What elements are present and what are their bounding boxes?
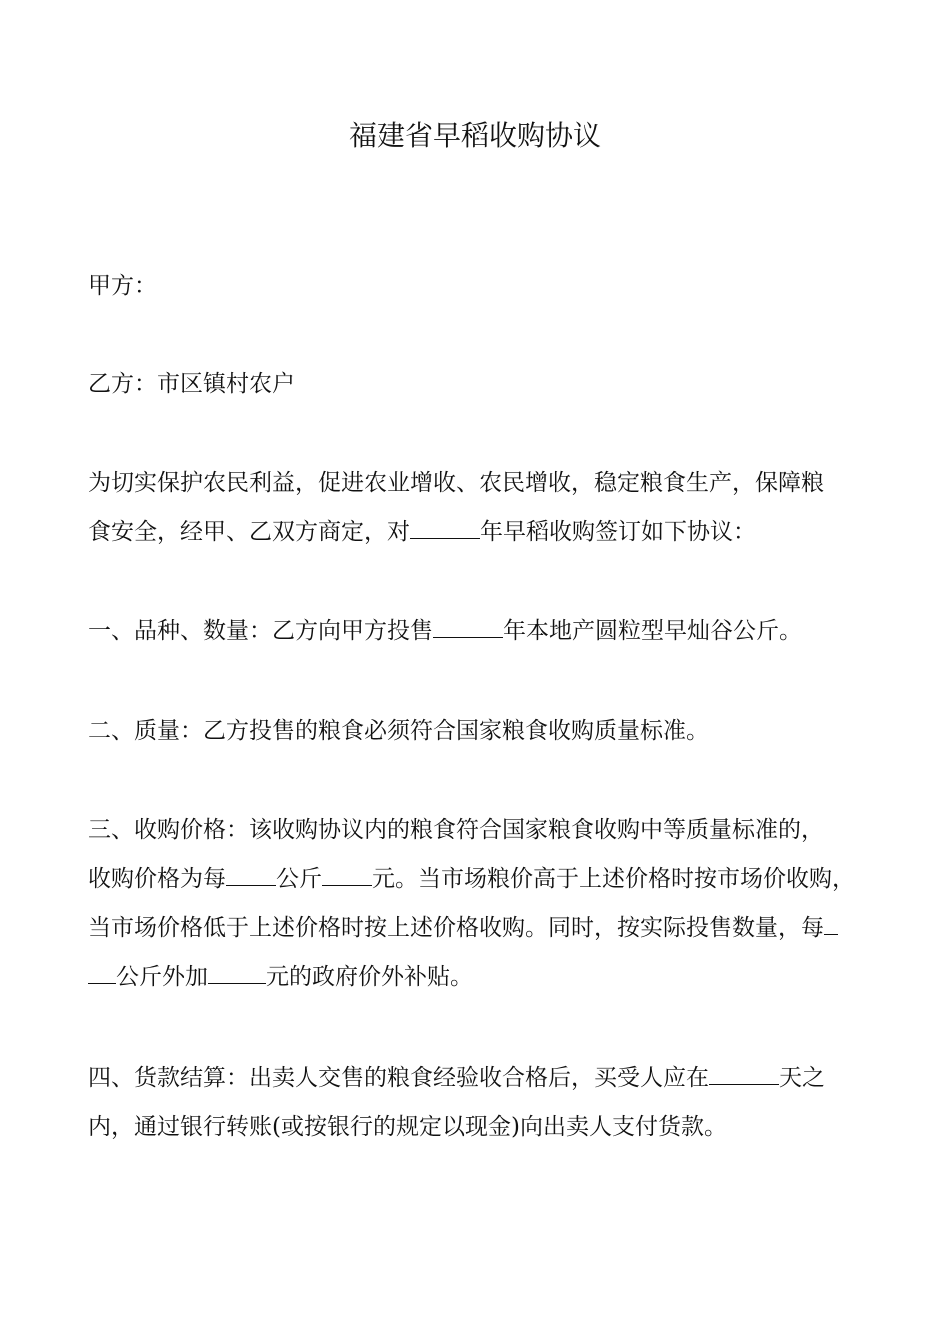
party-a-label: 甲方： bbox=[88, 273, 157, 299]
clause-3-line-4-b: 元的政府价外补贴。 bbox=[266, 964, 473, 990]
year-blank bbox=[410, 516, 480, 539]
clause-3-line-2-c: 元。当市场粮价高于上述价格时按市场价收购， bbox=[372, 866, 855, 892]
clause-2 bbox=[88, 707, 878, 756]
clause-3-line-2-a: 收购价格为每 bbox=[88, 866, 226, 892]
subsidy-amount-blank bbox=[208, 961, 266, 984]
clause-3-line-1: 三、收购价格：该收购协议内的粮食符合国家粮食收购中等质量标准的， bbox=[88, 817, 824, 843]
clause-1-year-blank bbox=[433, 615, 503, 638]
clause-4-line-1-b: 天之 bbox=[779, 1065, 825, 1091]
clause-4-line-2: 内，通过银行转账(或按银行的规定以现金)向出卖人支付货款。 bbox=[88, 1114, 727, 1140]
clause-3-line-3-a: 当市场价格低于上述价格时按上述价格收购。同时，按实际投售数量，每 bbox=[88, 915, 824, 941]
clause-3-line-4-a: 公斤外加 bbox=[116, 964, 208, 990]
intro-line-2-a: 食安全，经甲、乙双方商定，对 bbox=[88, 519, 410, 545]
intro-paragraph bbox=[88, 459, 878, 557]
subsidy-weight-blank-start bbox=[824, 912, 838, 935]
clause-3-line-4 bbox=[88, 953, 878, 1002]
payment-days-blank bbox=[709, 1062, 779, 1085]
intro-line-2 bbox=[88, 508, 878, 557]
unit-weight-blank bbox=[226, 863, 276, 886]
clause-3 bbox=[88, 806, 878, 1002]
clause-1-line bbox=[88, 607, 878, 656]
subsidy-weight-blank-end bbox=[88, 961, 116, 984]
clause-3-line-3 bbox=[88, 904, 878, 953]
document-title: 福建省早稻收购协议 bbox=[348, 119, 601, 152]
intro-line-1: 为切实保护农民利益，促进农业增收、农民增收，稳定粮食生产，保障粮 bbox=[88, 470, 824, 496]
clause-1-text-a: 一、品种、数量：乙方向甲方投售 bbox=[88, 618, 433, 644]
clause-1-text-b: 年本地产圆粒型早灿谷公斤。 bbox=[503, 618, 802, 644]
clause-4-line-1-a: 四、货款结算：出卖人交售的粮食经验收合格后，买受人应在 bbox=[88, 1065, 709, 1091]
party-b-label: 乙方：市区镇村农户 bbox=[88, 371, 295, 397]
clause-1 bbox=[88, 607, 878, 656]
clause-4-line-1 bbox=[88, 1054, 878, 1103]
clause-4 bbox=[88, 1054, 878, 1152]
clause-3-line-2 bbox=[88, 855, 878, 904]
party-a-line bbox=[88, 262, 878, 311]
party-b-line bbox=[88, 360, 878, 409]
clause-2-line: 二、质量：乙方投售的粮食必须符合国家粮食收购质量标准。 bbox=[88, 718, 709, 744]
intro-line-2-b: 年早稻收购签订如下协议： bbox=[480, 519, 756, 545]
clause-3-line-2-b: 公斤 bbox=[276, 866, 322, 892]
price-blank bbox=[322, 863, 372, 886]
